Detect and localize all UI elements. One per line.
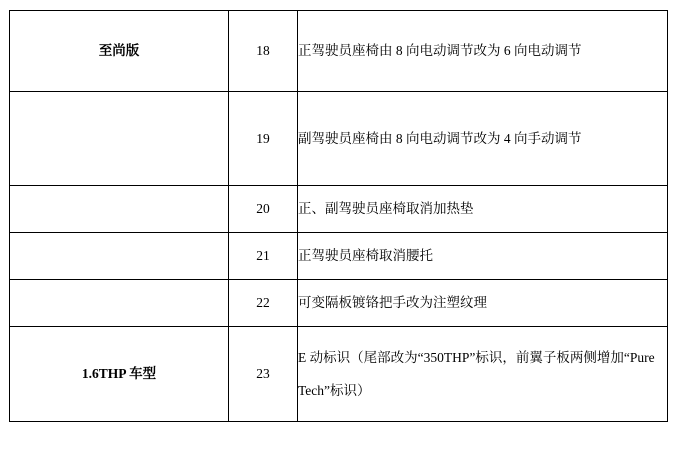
cell-number: 23	[229, 327, 298, 422]
specification-table	[9, 10, 668, 422]
table-row	[10, 92, 668, 186]
table-row	[10, 11, 668, 92]
cell-description: 副驾驶员座椅由 8 向电动调节改为 4 向手动调节	[298, 92, 668, 186]
table-row	[10, 327, 668, 422]
table-row	[10, 233, 668, 280]
table-row	[10, 280, 668, 327]
cell-number: 19	[229, 92, 298, 186]
cell-number: 21	[229, 233, 298, 280]
cell-description: E 动标识（尾部改为“350THP”标识，前翼子板两侧增加“Pure Tech”标识）	[298, 327, 668, 422]
cell-description: 可变隔板镀铬把手改为注塑纹理	[298, 280, 668, 327]
table-row	[10, 186, 668, 233]
cell-number: 20	[229, 186, 298, 233]
cell-description: 正驾驶员座椅由 8 向电动调节改为 6 向电动调节	[298, 11, 668, 92]
cell-version	[10, 186, 229, 233]
cell-version	[10, 233, 229, 280]
cell-description: 正、副驾驶员座椅取消加热垫	[298, 186, 668, 233]
cell-version: 至尚版	[10, 11, 229, 92]
cell-version	[10, 280, 229, 327]
table-body	[10, 11, 668, 422]
cell-number: 18	[229, 11, 298, 92]
cell-description: 正驾驶员座椅取消腰托	[298, 233, 668, 280]
cell-number: 22	[229, 280, 298, 327]
cell-version	[10, 92, 229, 186]
cell-version: 1.6THP 车型	[10, 327, 229, 422]
